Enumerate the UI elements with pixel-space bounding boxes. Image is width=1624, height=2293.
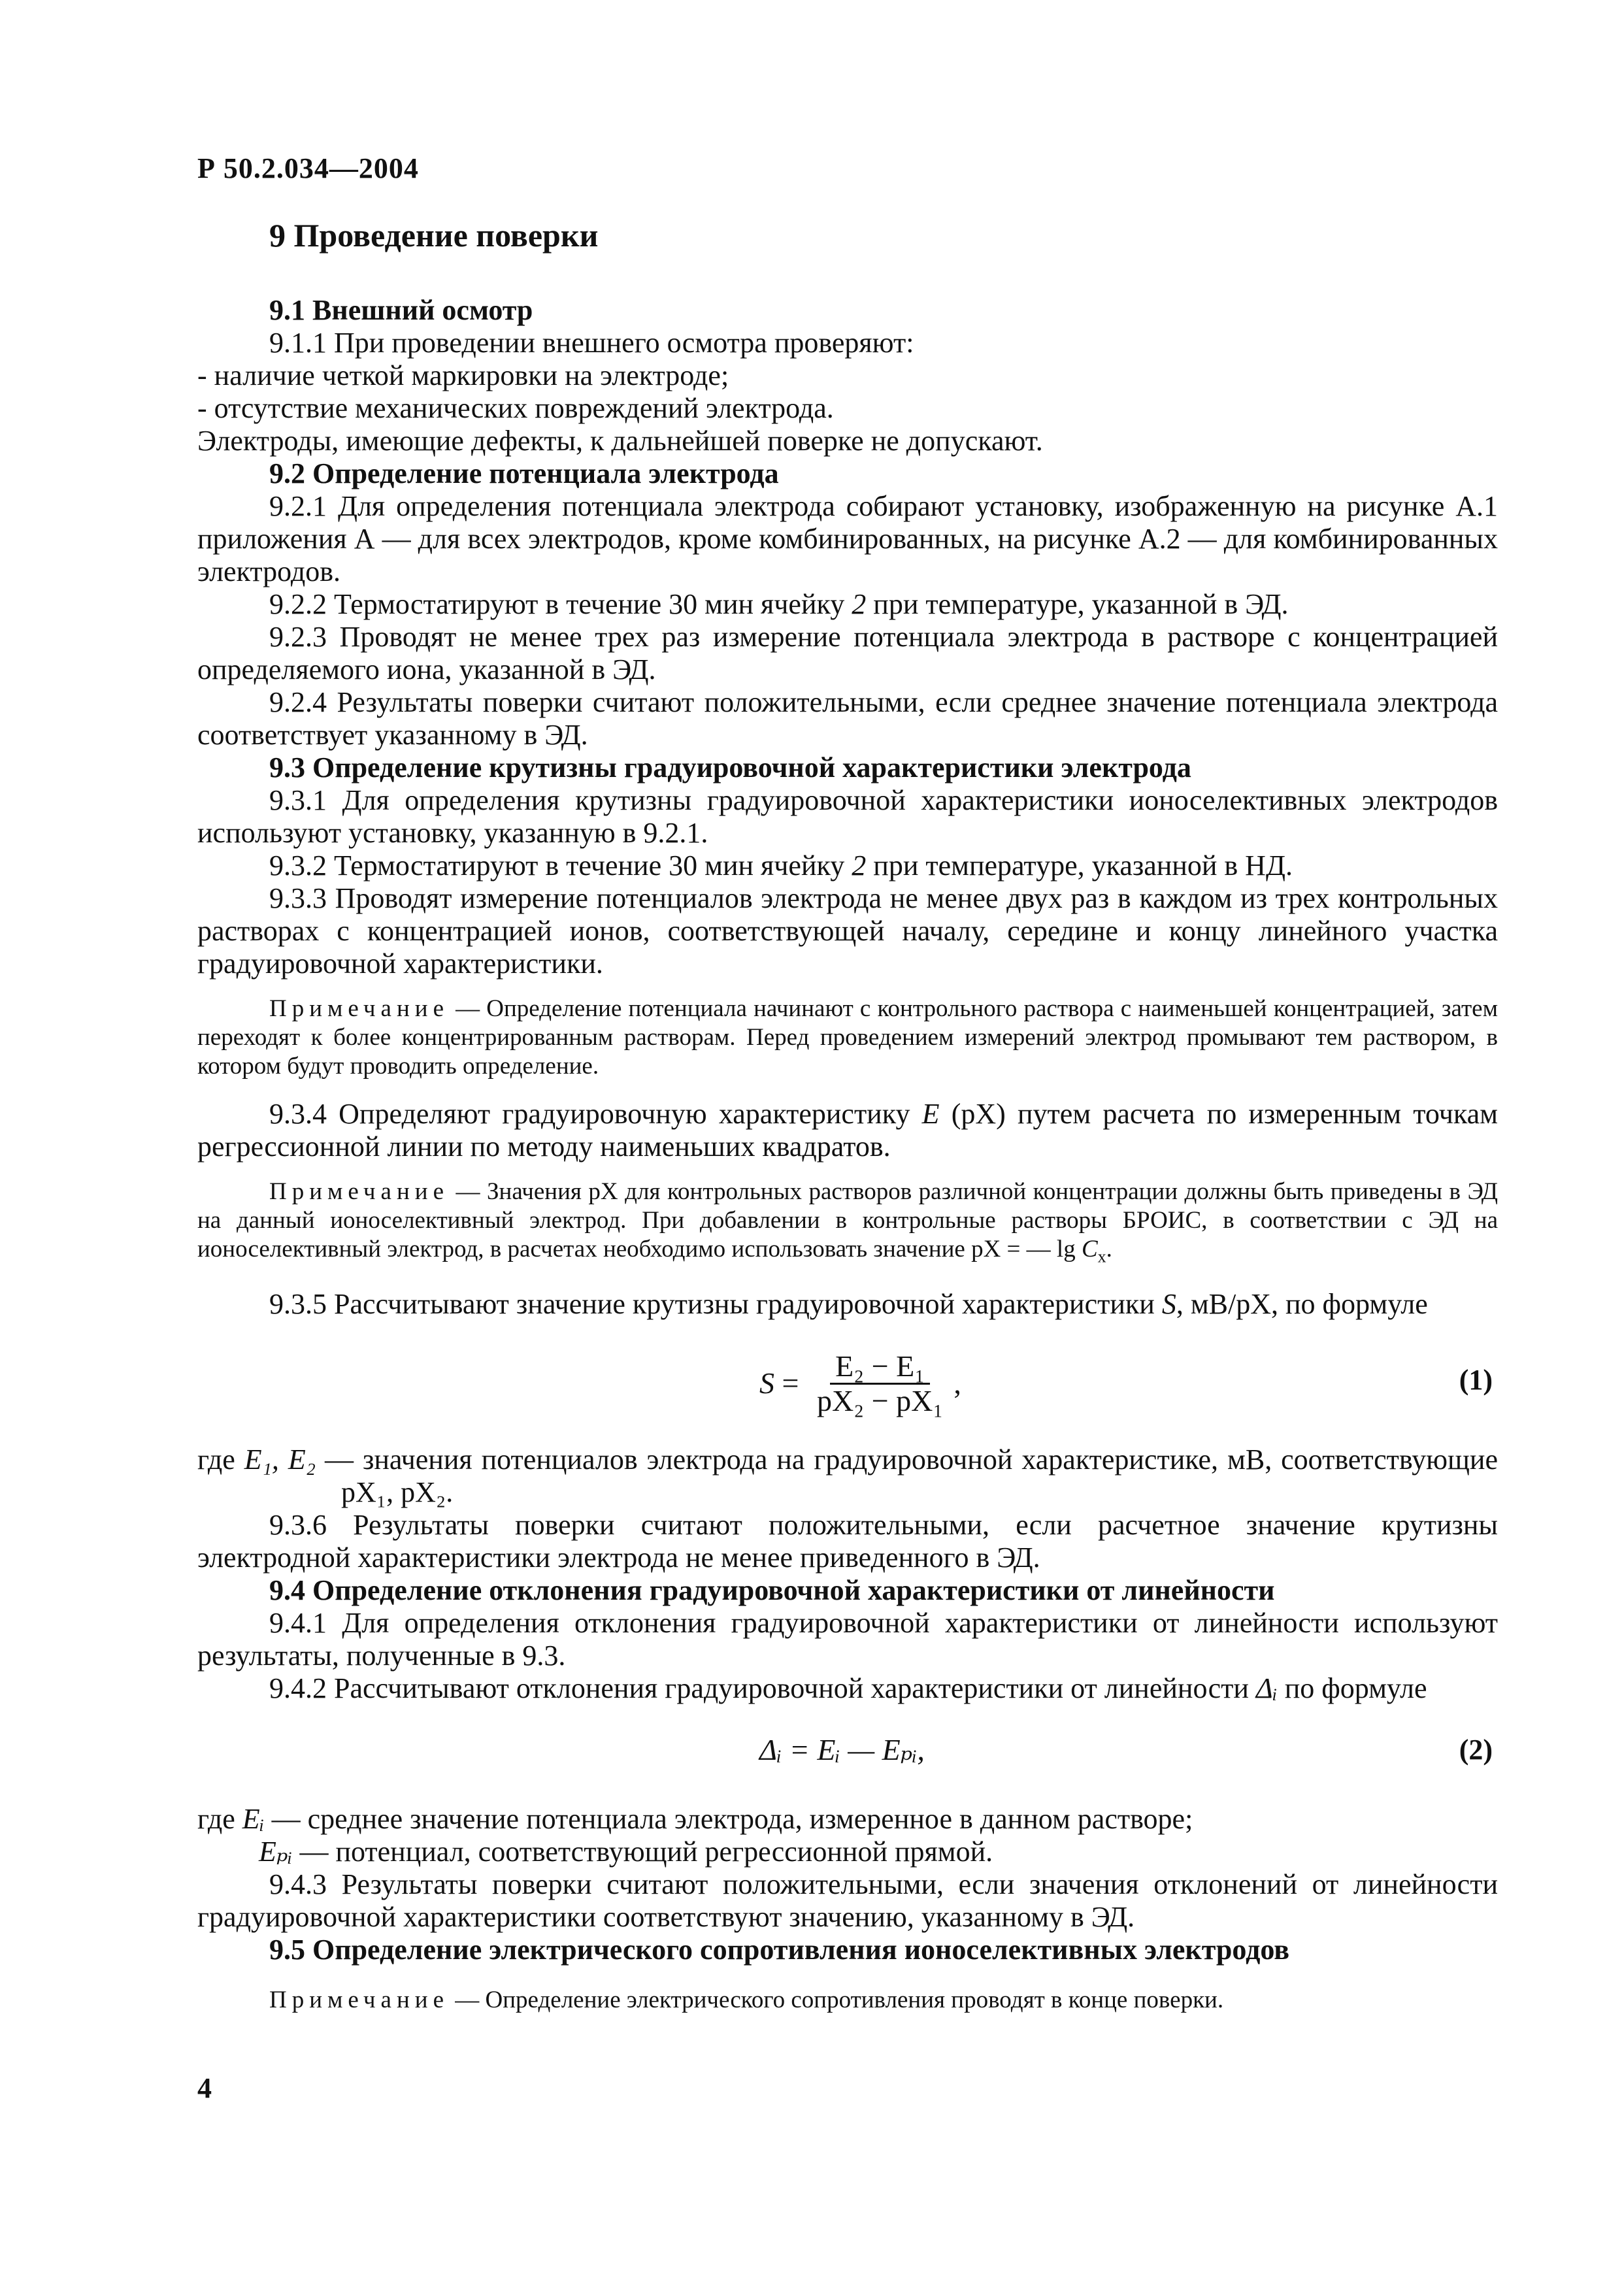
formula-2-number: (2) [1459,1734,1493,1766]
subsection-title-9-4: 9.4 Определение отклонения градуировочной характеристики от линейности [269,1574,1275,1607]
subsection-title-9-5: 9.5 Определение электрического сопротивления ионоселективных электродов [269,1934,1290,1966]
formula-1-legend: где E₁, E₂ — значения потенциалов электрода на градуировочной характеристике, мВ, соответствующие pX₁, pX₂. [197,1443,1498,1509]
paragraph-9-2-3: 9.2.3 Проводят не менее трех раз измерение потенциала электрода в растворе с концентрацией определяемого иона, указанной в ЭД. [197,621,1498,685]
paragraph-9-1-1: 9.1.1 При проведении внешнего осмотра проверяют: [269,327,914,359]
paragraph-9-4-3: 9.4.3 Результаты поверки считают положительными, если значения отклонений от линейности градуировочной характеристики соответствуют значению, указанному в ЭД. [197,1868,1498,1934]
formula-2-legend-ei: где Eᵢ — среднее значение потенциала электрода, измеренное в данном растворе; [197,1803,1193,1836]
formula-1-numerator: E₂ − E₁ [830,1350,930,1385]
paragraph-9-2-4: 9.2.4 Результаты поверки считают положительными, если среднее значение потенциала электрода соответствует указанному в ЭД. [197,686,1498,751]
page-body [197,216,1498,2032]
paragraph-9-2-2: 9.2.2 Термостатируют в течение 30 мин ячейку 2 при температуре, указанной в ЭД. [269,588,1289,620]
formula-2-legend-epi: Eₚᵢ — потенциал, соответствующий регрессионной прямой. [259,1836,993,1868]
paragraph-9-4-1: 9.4.1 Для определения отклонения градуировочной характеристики от линейности используют результаты, полученные в 9.3. [197,1607,1498,1672]
subsection-title-9-2: 9.2 Определение потенциала электрода [269,457,779,489]
subsection-title-9-1: 9.1 Внешний осмотр [269,294,533,326]
formula-1: S = $\frac{\text{E₂ − E₁}}{\text{pX₂ − pX₁}}$ , (1) [759,1349,1493,1417]
paragraph-9-3-6: 9.3.6 Результаты поверки считают положительными, если расчетное значение крутизны электродной характеристики электрода не менее приведенного в ЭД. [197,1509,1498,1574]
paragraph-9-3-3: 9.3.3 Проводят измерение потенциалов электрода не менее двух раз в каждом из трех контрольных растворах с концентрацией ионов, соответствующей началу, середине и концу линейного участка градуировочной характеристики. [197,882,1498,980]
paragraph-9-4-2: 9.4.2 Рассчитывают отклонения градуировочной характеристики от линейности Δᵢ по формуле [269,1672,1427,1705]
paragraph-9-2-1: 9.2.1 Для определения потенциала электрода собирают установку, изображенную на рисунке А.1 приложения А — для всех электродов, кроме комбинированных, на рисунке А.2 — для комбинированных электродов. [197,490,1498,587]
section-title: 9 Проведение поверки [269,217,599,254]
page-number: 4 [197,2072,212,2104]
subsection-title-9-3: 9.3 Определение крутизны градуировочной характеристики электрода [269,751,1191,784]
document-code: Р 50.2.034—2004 [197,152,419,184]
note-potential-order: Примечание — Определение потенциала начинают с контрольного раствора с наименьшей концентрацией, затем переходят к более концентрированным растворам. Перед проведением измерений электрод промывают тем раствором, в котором будут проводить определение. [197,995,1498,1080]
formula-1-denominator: pX₂ − pX₁ [816,1383,944,1417]
paragraph-9-3-4: 9.3.4 Определяют градуировочную характеристику E (рХ) путем расчета по измеренным точкам регрессионной линии по методу наименьших квадратов. [197,1098,1498,1163]
formula-1-number: (1) [1459,1364,1493,1396]
formula-2 [197,1721,1498,1786]
formula-1-lhs: S [759,1366,774,1400]
list-item-marking: - наличие четкой маркировки на электроде; [197,359,729,391]
paragraph-defects: Электроды, имеющие дефекты, к дальнейшей поверке не допускают. [197,425,1043,457]
paragraph-9-3-5: 9.3.5 Рассчитывают значение крутизны градуировочной характеристики S, мВ/рХ, по формуле [269,1288,1428,1321]
note-resistance: Примечание — Определение электрического сопротивления проводят в конце поверки. [269,1987,1224,2014]
paragraph-9-3-1: 9.3.1 Для определения крутизны градуировочной характеристики ионоселективных электродов используют установку, указанную в 9.2.1. [197,784,1498,849]
formula-2-expression: Δᵢ = Eᵢ — Eₚᵢ, [759,1733,925,1767]
note-px-values: Примечание — Значения рХ для контрольных растворов различной концентрации должны быть приведены в ЭД на данный ионоселективный электрод. При добавлении в контрольные растворы БРОИС, в соответствии с ЭД на ионоселективный электрод, в расчетах необходимо использовать значение рХ = — $\lg C_x$. [197,1178,1498,1266]
list-item-damage: - отсутствие механических повреждений электрода. [197,392,834,424]
formula-1-fraction [812,1350,948,1417]
paragraph-9-3-2: 9.3.2 Термостатируют в течение 30 мин ячейку 2 при температуре, указанной в НД. [269,850,1293,882]
